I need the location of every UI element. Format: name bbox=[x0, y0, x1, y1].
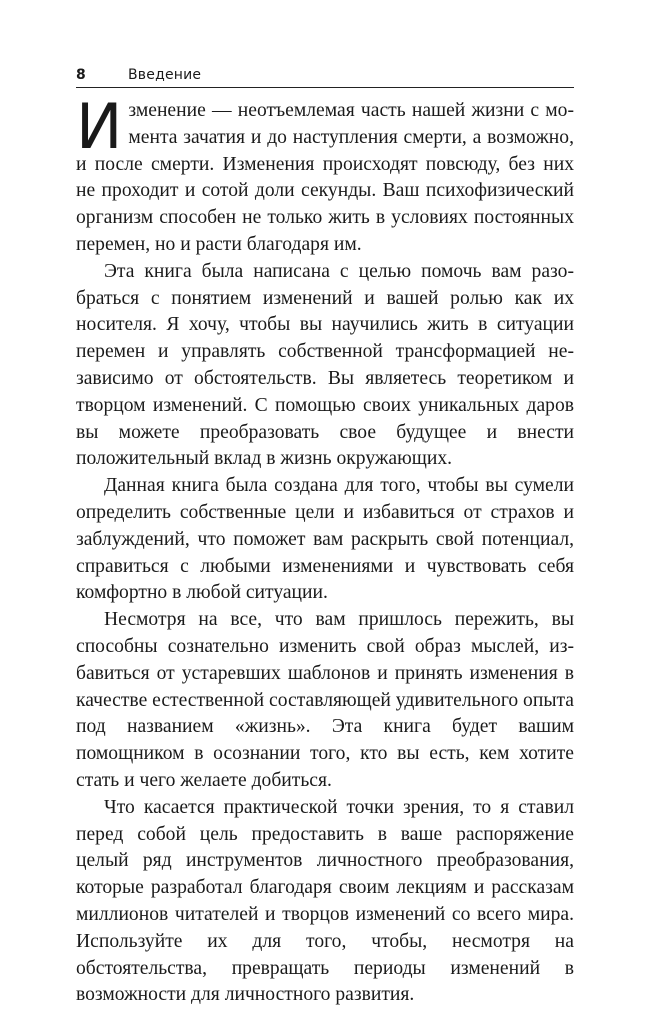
body-text bbox=[76, 90, 575, 1009]
paragraph: Эта книга была написана с целью помочь вам разобраться с понятием изменений и вашей ролью как их носителя. Я хочу, чтобы вы научились жить в ситуации перемен и управлять собственной трансформацией независимо от обстоятельств. Вы являетесь теоретиком и творцом изменений. С помощью своих уникальных даров вы можете преобразовать свое будущее и внести положительный вклад в жизнь окружающих. bbox=[76, 260, 574, 470]
paragraph: Несмотря на все, что вам пришлось пережить, вы способны сознательно изменить свой образ мыслей, избавиться от устаревших шаблонов и принять изменения в качестве естественной составляющей удивительного опыта под названием «жизнь». Эта книга будет вашим помощником в осознании того, кто вы есть, кем хотите стать и чего желаете добиться. bbox=[76, 609, 575, 791]
paragraph bbox=[76, 90, 574, 259]
paragraph: Что касается практической точки зрения, то я ставил перед собой цель предоставить в ваше распоряжение целый ряд инструментов личностного преобразования, которые разработал благодаря своим лекциям и рассказам миллионов читателей и творцов изменений со всего мира. Используйте их для того, чтобы, несмотря на обстоятельства, превращать периоды изменений в возможности для личностного развития. bbox=[76, 796, 574, 1006]
page-number: 8 bbox=[76, 67, 86, 83]
running-header bbox=[76, 60, 574, 88]
paragraph: Данная книга была создана для того, чтобы вы сумели определить собственные цели и избавиться от страхов и заблуждений, что поможет вам раскрыть свой потенциал, справиться с любыми изменениями и чувствовать себя комфортно в любой ситуации. bbox=[76, 475, 574, 604]
section-title: Введение bbox=[128, 67, 202, 83]
drop-cap: И bbox=[76, 90, 123, 163]
paragraph-text: зменение — неотъемлемая часть нашей жизни с момента зачатия и до наступления смерти, а возможно, и после смерти. Изменения происходят повсюду, без них не проходит и сотой доли секунды. Ваш психофизический организм способен не только жить в условиях постоянных перемен, но и расти благодаря им. bbox=[76, 100, 574, 255]
